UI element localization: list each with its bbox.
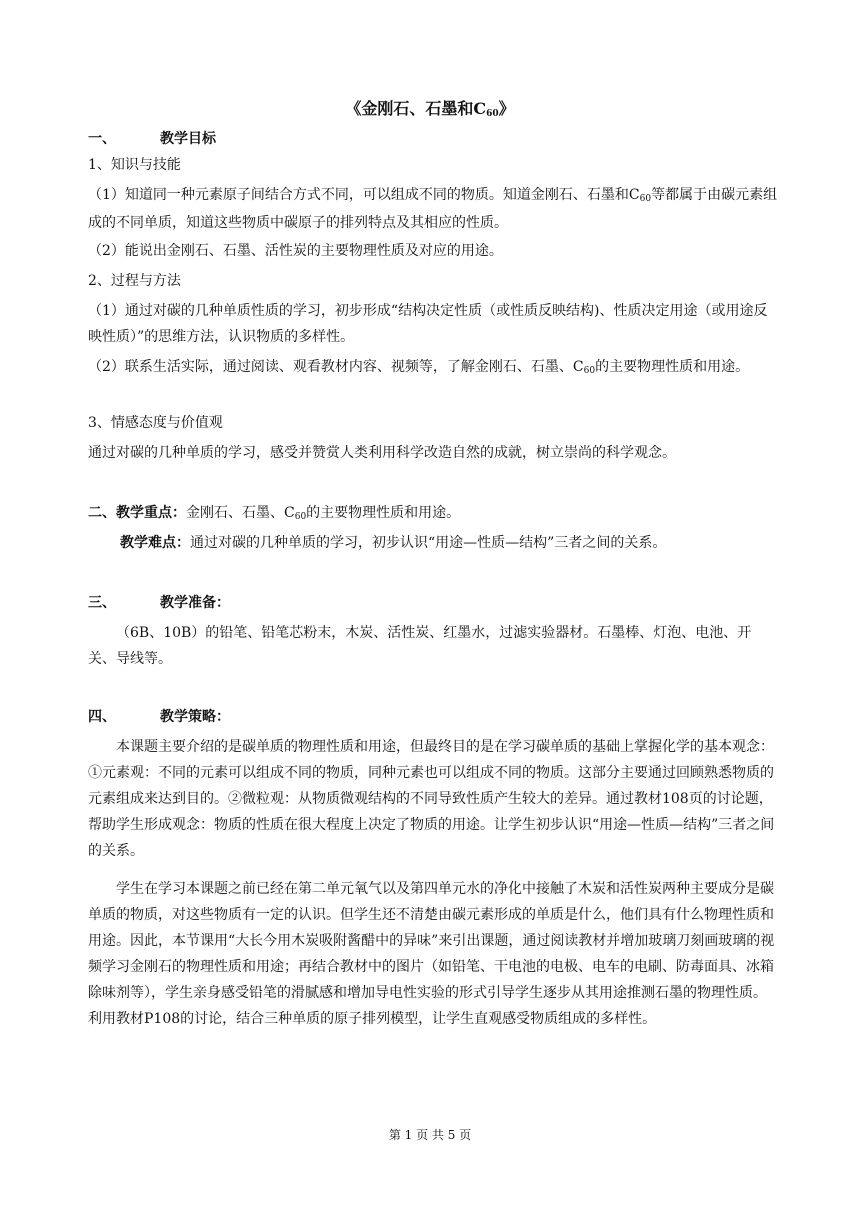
section-2-key-points: 二、教学重点：金刚石、石墨、$C_{60}$的主要物理性质和用途。	[88, 505, 461, 522]
difficulty-label: 教学难点：	[120, 535, 190, 551]
section-4-number: 四、	[88, 709, 116, 725]
section-1-title: 教学目标	[160, 131, 216, 147]
section-4-paragraph-2: 学生在学习本课题之前已经在第二单元氧气以及第四单元水的净化中接触了木炭和活性炭两种主要成分是碳单质的物质，对这些物质有一定的认识。但学生还不清楚由碳元素形成的单质是什么，他们具有什么物理性质和用途。因此，本节课用“大长今用木炭吸附酱醋中的异味”来引出课题，通过阅读教材并增加玻璃刀刻画玻璃的视频学习金刚石的物理性质和用途；再结合教材中的图片（如铅笔、干电池的电极、电车的电刷、防毒面具、冰箱除味剂等），学生亲身感受铅笔的滑腻感和增加导电性实验的形式引导学生逐步从其用途推测石墨的物理性质。利用教材P108的讨论，结合三种单质的原子排列模型，让学生直观感受物质组成的多样性。	[88, 881, 775, 1027]
page-footer: 第 1 页 共 5 页	[388, 1128, 472, 1142]
section-3-number: 三、	[88, 595, 116, 611]
document-title	[0, 96, 860, 125]
paragraph-emotion: 通过对碳的几种单质的学习，感受并赞赏人类利用科学改造自然的成就，树立崇尚的科学观念。	[88, 445, 676, 461]
subheading-process: 2、过程与方法	[88, 273, 181, 289]
section-1-heading	[88, 126, 778, 152]
section-3-text: （6B、10B）的铅笔、铅笔芯粉末，木炭、活性炭、红墨水，过滤实验器材。石墨棒、灯泡、电池、开关、导线等。	[88, 625, 752, 667]
paragraph-knowledge-1: （1）知道同一种元素原子间结合方式不同，可以组成不同的物质。知道金刚石、石墨和$C_{60}$等都属于由碳元素组成的不同单质，知道这些物质中碳原子的排列特点及其相应的性质。	[88, 187, 778, 231]
section-2-label: 二、教学重点：	[88, 505, 186, 521]
section-3-title: 教学准备：	[160, 595, 230, 611]
section-4-paragraph-1: 本课题主要介绍的是碳单质的物理性质和用途，但最终目的是在学习碳单质的基础上掌握化学的基本观念：①元素观：不同的元素可以组成不同的物质，同种元素也可以组成不同的物质。这部分主要通过回顾熟悉物质的元素组成来达到目的。②微粒观：从物质微观结构的不同导致性质产生较大的差异。通过教材108页的讨论题，帮助学生形成观念：物质的性质在很大程度上决定了物质的用途。让学生初步认识“用途—性质—结构”三者之间的关系。	[88, 739, 775, 859]
title-c: C	[473, 99, 487, 118]
section-3-heading	[88, 590, 778, 616]
section-4-heading	[88, 704, 778, 730]
paragraph-process-1: （1）通过对碳的几种单质性质的学习，初步形成“结构决定性质（或性质反映结构)、性质决定用途（或用途反映性质）”的思维方法，认识物质的多样性。	[88, 303, 768, 345]
title-end: 》	[498, 99, 515, 118]
title-text: 《金刚石、石墨和	[345, 99, 474, 118]
subheading-knowledge: 1、知识与技能	[88, 157, 181, 173]
paragraph-process-2: （2）联系生活实际，通过阅读、观看教材内容、视频等，了解金刚石、石墨、$C_{60}$的主要物理性质和用途。	[88, 359, 750, 376]
section-4-title: 教学策略：	[160, 709, 230, 725]
paragraph-knowledge-2: （2）能说出金刚石、石墨、活性炭的主要物理性质及对应的用途。	[88, 243, 503, 259]
subheading-emotion: 3、情感态度与价值观	[88, 415, 223, 431]
section-1-number: 一、	[88, 131, 116, 147]
section-2-difficulty: 教学难点：通过对碳的几种单质的学习，初步认识“用途—性质—结构”三者之间的关系。	[120, 535, 667, 551]
title-subscript: 60	[486, 109, 499, 119]
